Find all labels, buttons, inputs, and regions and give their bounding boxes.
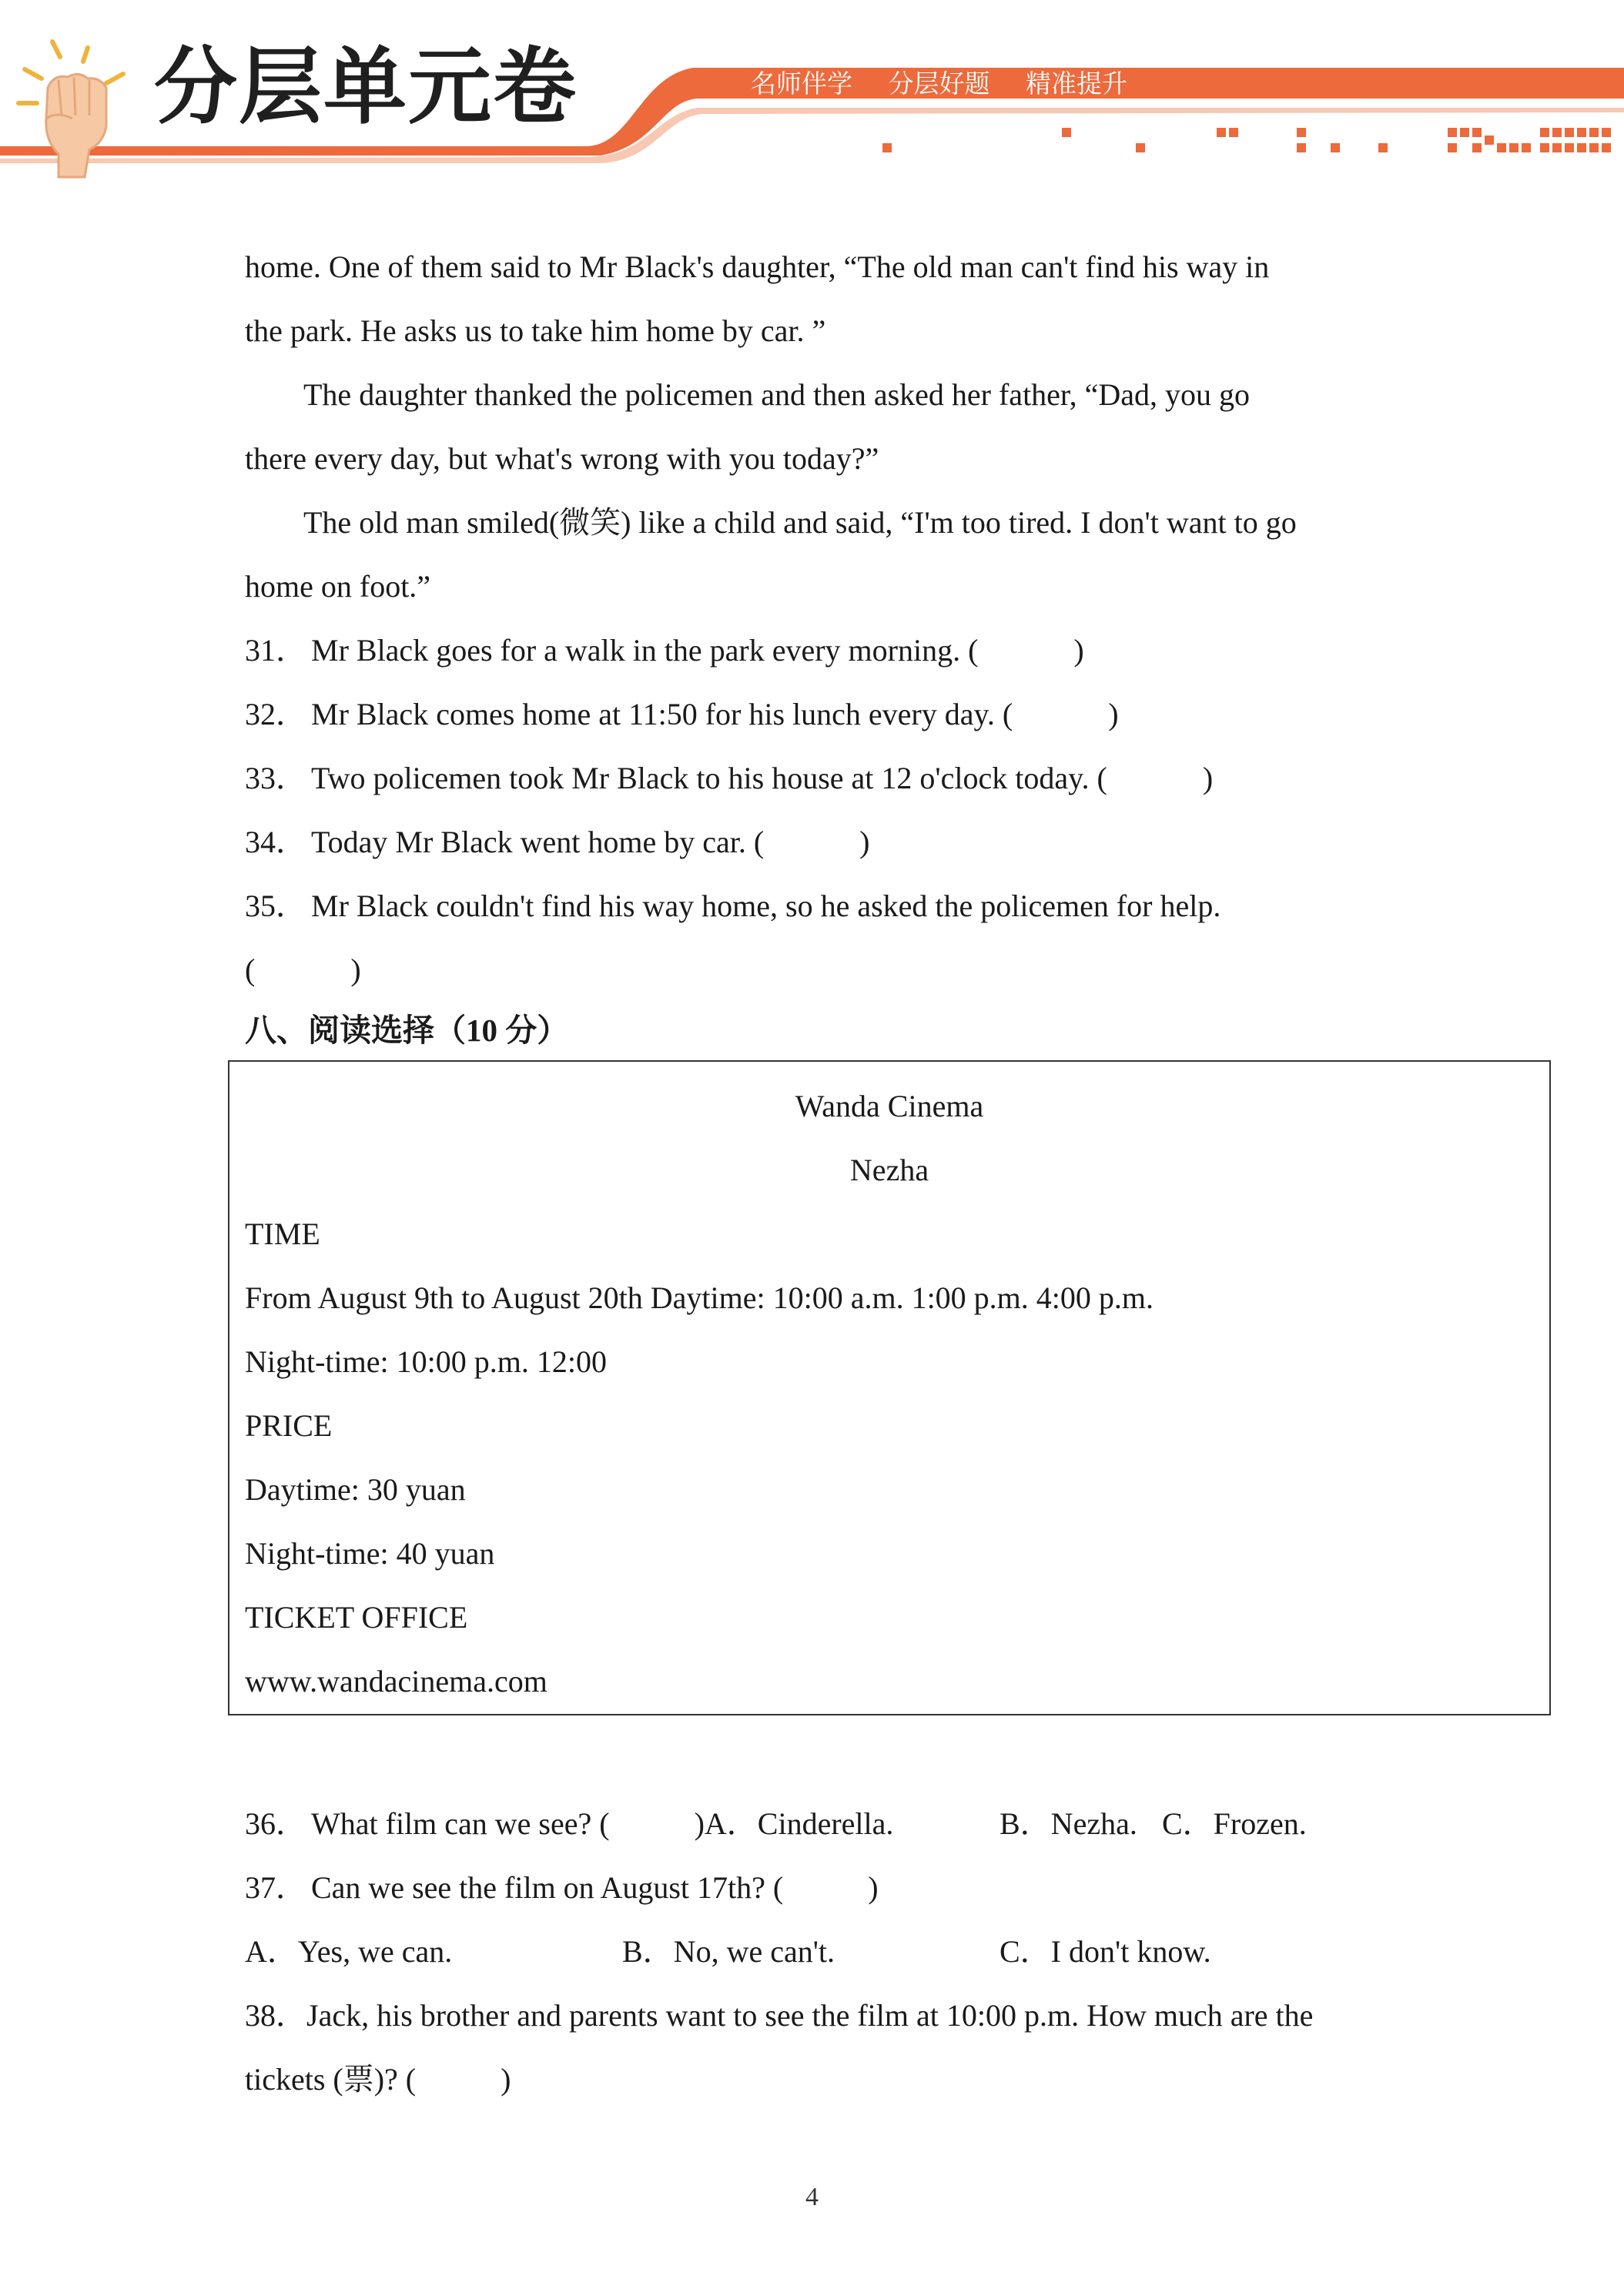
paren-close: ) bbox=[1108, 697, 1119, 731]
slogan-item: 精准提升 bbox=[1026, 69, 1127, 99]
daytime-schedule: From August 9th to August 20th Daytime: 10:00 a.m. 1:00 p.m. 4:00 p.m. bbox=[245, 1280, 1154, 1315]
slogan-item: 名师伴学 bbox=[751, 69, 852, 99]
question-number: 34． bbox=[245, 825, 306, 859]
option-c[interactable]: C．I don't know. bbox=[1000, 1934, 1211, 1969]
paren-close: ) bbox=[501, 2062, 511, 2097]
fist-icon bbox=[8, 3, 139, 180]
question-text: Mr Black goes for a walk in the park every morning. ( bbox=[311, 633, 979, 668]
question-text: Two policemen took Mr Black to his house at 12 o'clock today. ( bbox=[311, 761, 1107, 795]
cinema-notice-box bbox=[228, 1060, 1551, 1715]
question-number: 38． bbox=[245, 1998, 306, 2033]
day-price: Daytime: 30 yuan bbox=[245, 1472, 466, 1507]
ticket-office-label: TICKET OFFICE bbox=[245, 1600, 468, 1635]
website-link[interactable]: www.wandacinema.com bbox=[245, 1664, 547, 1699]
passage-line: home. One of them said to Mr Black's daughter, “The old man can't find his way in bbox=[245, 249, 1270, 284]
question-text: Mr Black comes home at 11:50 for his lunch every day. ( bbox=[311, 697, 1013, 731]
option-c[interactable]: C．Frozen. bbox=[1162, 1806, 1307, 1841]
question-text: Jack, his brother and parents want to see the film at 10:00 p.m. How much are the bbox=[306, 1998, 1314, 2033]
question-number: 31． bbox=[245, 633, 306, 668]
price-label: PRICE bbox=[245, 1408, 333, 1443]
question-31 bbox=[245, 635, 1084, 666]
paren-open: ( bbox=[245, 952, 256, 987]
time-label: TIME bbox=[245, 1217, 320, 1251]
cinema-name: Wanda Cinema bbox=[795, 1089, 984, 1123]
page-header bbox=[0, 0, 1624, 185]
film-title: Nezha bbox=[849, 1153, 929, 1187]
option-b[interactable]: B．No, we can't. bbox=[622, 1934, 835, 1969]
question-number: 33． bbox=[245, 761, 306, 795]
passage-line: home on foot.” bbox=[245, 569, 431, 604]
question-35 bbox=[245, 891, 1221, 922]
paren-close: ) bbox=[350, 952, 361, 987]
question-33 bbox=[245, 763, 1213, 794]
slogan-item: 分层好题 bbox=[888, 69, 990, 99]
section-title: 八、阅读选择（10 分） bbox=[245, 1012, 569, 1048]
passage-line: The old man smiled(微笑) like a child and said, “I'm too tired. I don't want to go bbox=[303, 505, 1297, 540]
passage-line: The daughter thanked the policemen and then asked her father, “Dad, you go bbox=[303, 377, 1251, 412]
question-36 bbox=[245, 1806, 894, 1841]
question-number: 35． bbox=[245, 889, 306, 923]
page-number: 4 bbox=[805, 2183, 819, 2211]
question-38-answer bbox=[245, 2064, 511, 2095]
question-text: Can we see the film on August 17th? ( bbox=[311, 1870, 784, 1905]
option-b[interactable]: B．Nezha. bbox=[1000, 1806, 1137, 1841]
option-a[interactable]: )A．Cinderella. bbox=[694, 1806, 894, 1841]
header-slogan bbox=[751, 69, 1155, 99]
night-price: Night-time: 40 yuan bbox=[245, 1536, 495, 1571]
passage-line: there every day, but what's wrong with you today?” bbox=[245, 441, 879, 476]
question-text: What film can we see? ( bbox=[311, 1806, 610, 1841]
paren-close: ) bbox=[868, 1870, 879, 1905]
question-number: 36． bbox=[245, 1806, 306, 1841]
question-37 bbox=[245, 1870, 879, 1905]
question-32 bbox=[245, 699, 1119, 730]
question-text: Mr Black couldn't find his way home, so he asked the policemen for help. bbox=[311, 889, 1221, 923]
question-38 bbox=[245, 2000, 1313, 2031]
question-35-answer bbox=[245, 952, 361, 987]
question-number: 37． bbox=[245, 1870, 306, 1905]
paren-close: ) bbox=[1202, 761, 1214, 795]
passage-line: the park. He asks us to take him home by car. ” bbox=[245, 313, 826, 348]
paren-close: ) bbox=[1073, 633, 1084, 668]
brand-title: 分层单元卷 bbox=[154, 39, 578, 136]
paren-close: ) bbox=[859, 825, 870, 859]
option-a[interactable]: A．Yes, we can. bbox=[245, 1934, 453, 1969]
question-34 bbox=[245, 827, 869, 858]
question-text: tickets (票)? ( bbox=[245, 2062, 417, 2097]
question-number: 32． bbox=[245, 697, 306, 731]
night-schedule: Night-time: 10:00 p.m. 12:00 bbox=[245, 1344, 607, 1379]
question-text: Today Mr Black went home by car. ( bbox=[311, 825, 765, 859]
